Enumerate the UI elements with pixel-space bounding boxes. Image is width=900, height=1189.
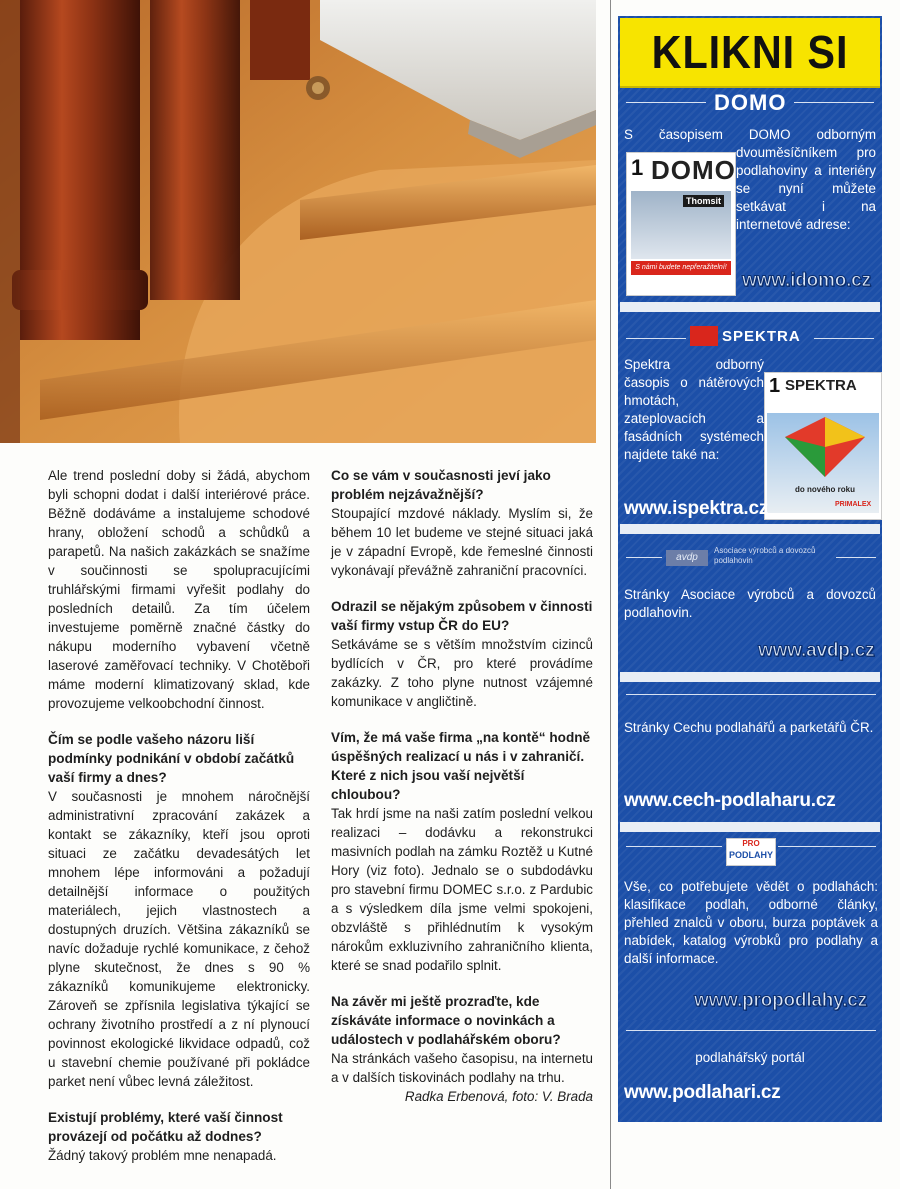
divider <box>626 846 722 847</box>
avdp-logo-caption: Asociace výrobců a dovozců podlahovin <box>714 546 816 565</box>
domo-logo: DOMO <box>714 90 787 115</box>
divider <box>626 102 706 103</box>
paragraph: Setkáváme se s větším množstvím cizinců bydlících v ČR, pro které provádíme zakázky. Z toho plyne nutnost vzájemné komunikace v angličtině. <box>331 637 593 709</box>
domo-cover-title: DOMO <box>651 155 736 185</box>
article-column-right <box>331 466 593 1106</box>
interview-question: Na závěr mi ještě prozraďte, kde získáváte informace o novinkách a událostech v podlahářském oboru? <box>331 994 561 1047</box>
avdp-description: Stránky Asociace výrobců a dovozců podlahovin. <box>624 587 876 620</box>
divider <box>626 557 662 558</box>
propodlahy-logo-bottom: PODLAHY <box>728 850 773 860</box>
podlahari-link[interactable]: www.podlahari.cz <box>624 1082 781 1103</box>
paragraph: Ale trend poslední doby si žádá, abychom byli schopni dodat i další interiérové práce. Běžně dodáváme a instalujeme schodové hrany, obložení schodů a schůdků a parapetů. Na našich zakázkách se snažíme v součinnosti se spolupracujícími truhlářskými firmami vyřešit podlahy do posledních detailů. Za tím účelem investujeme poměrně značné částky do nákupu moderního vybavení včetně laserové zaměřovací techniky. V Chotěboři máme moderní klimatizovaný sklad, kde provozujeme velkoobchodní činnost. <box>48 468 310 711</box>
avdp-logo: avdp <box>666 550 708 566</box>
domo-description-text: S časopisem DOMO odborným dvouměsíčníkem pro podlahoviny a interiéry se nyní můžete setkávat i na internetové adrese: <box>624 127 876 232</box>
divider <box>836 557 876 558</box>
podlahari-box <box>618 1020 882 1122</box>
propodlahy-logo-top: PRO <box>742 839 760 848</box>
interview-question: Existují problémy, které vaší činnost provázejí od počátku až dodnes? <box>48 1110 283 1144</box>
podlahari-label: podlahářský portál <box>695 1050 805 1065</box>
sidebar-links <box>618 16 882 1041</box>
spektra-link[interactable]: www.ispektra.cz <box>624 498 769 519</box>
spektra-cover-title: SPEKTRA <box>785 377 857 394</box>
interview-question: Odrazil se nějakým způsobem v činnosti vaší firmy vstup ČR do EU? <box>331 599 593 633</box>
paragraph: Stoupající mzdové náklady. Myslím si, že během 10 let budeme ve stejné situaci jaká je v západní Evropě, kde řemeslné činnosti vykonávají převážně zahraniční pracovníci. <box>331 506 593 578</box>
sidebar-header <box>620 18 880 88</box>
staircase-photo <box>0 0 596 443</box>
cech-link[interactable]: www.cech-podlaharu.cz <box>624 790 836 811</box>
propodlahy-link[interactable]: www.propodlahy.cz <box>694 990 867 1011</box>
article-credit: Radka Erbenová, foto: V. Brada <box>404 1089 593 1104</box>
cech-description: Stránky Cechu podlahářů a parketářů ČR. <box>624 720 874 735</box>
domo-link[interactable]: www.idomo.cz <box>742 270 871 291</box>
kite-icon <box>785 417 865 477</box>
section-separator <box>620 302 880 312</box>
interview-question: Vím, že má vaše firma „na kontě“ hodně úspěšných realizací u nás i v zahraničí. Které z nich jsou vaší největší chloubou? <box>331 730 591 802</box>
paragraph: V současnosti je mnohem náročnější administrativní zpracování zakázek a kontakt se zákazníky, kteří jsou oproti situaci ze začátku devadesátých let mnohem lépe informováni a požadují detailnější informace o použitých materiálech, jejich vlastnostech a dostupných druzích. Většina zákazníků se navíc dožaduje rychlé komunikace, z čehož plyne skutečnost, že dnes s 90 % zákazníků komunikujeme elektronicky. Zároveň se zpřísnila legislativa týkající se ochrany životního prostředí a z ní plynoucí povinnost ekologické likvidace odpadů, což u stavební chemie používané při pokládce parket není vůbec levná záležitost. <box>48 789 310 1089</box>
spektra-description: Spektra odborný časopis o nátěrových hmotách, zateplovacích a fasádních systémech najdete také na: <box>624 357 764 462</box>
column-divider <box>610 0 611 1189</box>
section-separator <box>620 672 880 682</box>
interview-question: Co se vám v současnosti jeví jako problém nejzávažnější? <box>331 468 551 502</box>
spektra-logo: SPEKTRA <box>722 328 801 345</box>
divider <box>778 846 876 847</box>
domo-description <box>624 126 876 234</box>
spektra-cover-number: 1 <box>769 375 781 397</box>
domo-cover-caption: S námi budete nepřeražitelní! <box>631 261 731 275</box>
spektra-cover-brand: PRIMALEX <box>835 501 872 508</box>
paragraph: Žádný takový problém mne nenapadá. <box>48 1148 277 1163</box>
spektra-cover-image <box>764 372 882 520</box>
divider <box>626 338 686 339</box>
paragraph: Na stránkách vašeho časopisu, na internetu a v dalších tiskovinách podlahy na trhu. <box>331 1051 593 1085</box>
domo-cover-brand: Thomsit <box>683 195 724 207</box>
spektra-cover-caption: do nového roku <box>795 485 855 494</box>
section-separator <box>620 822 880 832</box>
propodlahy-logo <box>726 838 776 866</box>
divider <box>626 694 876 695</box>
section-separator <box>620 524 880 534</box>
spektra-logo-mark <box>690 326 718 346</box>
domo-cover-number: 1 <box>631 155 644 180</box>
wooden-stair-image <box>0 0 596 443</box>
avdp-link[interactable]: www.avdp.cz <box>758 640 875 661</box>
divider <box>814 338 874 339</box>
divider <box>794 102 874 103</box>
interview-question: Čím se podle vašeho názoru liší podmínky podnikání v období začátků vaší firmy a dnes? <box>48 732 295 785</box>
propodlahy-description: Vše, co potřebujete vědět o podlahách: klasifikace podlah, odborné články, přehled znalců v oboru, burza poptávek a nabídek, katalog výrobků pro podlahy a další informace. <box>624 879 878 966</box>
paragraph: Tak hrdí jsme na naši zatím poslední velkou realizaci – dodávku a rekonstrukci masivních podlah na zámku Roztěž u Kutné Hory (viz foto). Jednalo se o subdodávku pro stavební firmu DOMEC s.r.o. z Pardubic a s výsledkem díla jsme velmi spokojeni, obzvláště s přihlédnutím k vysokým nárokům exkluzivního zahraničního klienta, které se snad podařilo splnit. <box>331 806 593 973</box>
divider <box>626 1030 876 1031</box>
article-column-left <box>48 466 310 1165</box>
sidebar-header-title: KLIKNI SI <box>651 26 849 78</box>
